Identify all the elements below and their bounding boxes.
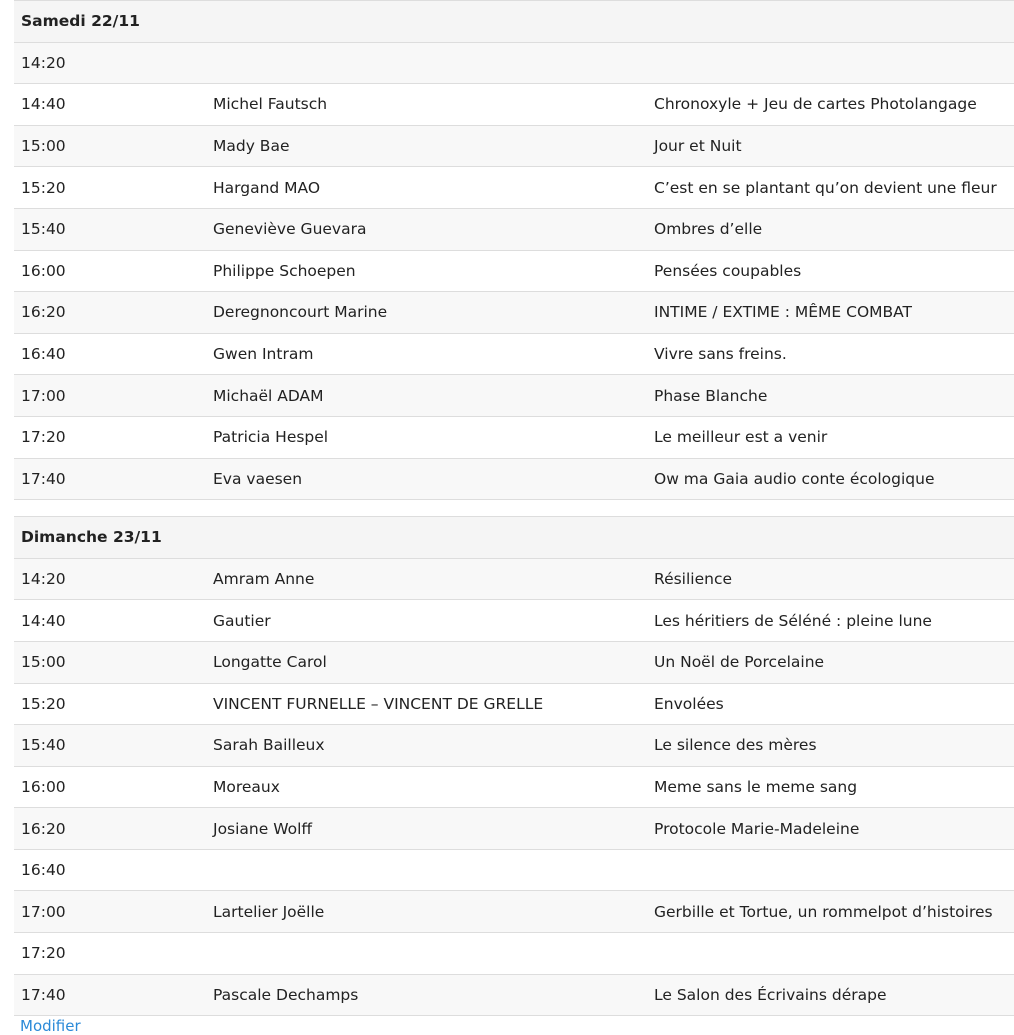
table-row bbox=[14, 334, 1014, 376]
table-row bbox=[14, 600, 1014, 642]
table-row bbox=[14, 251, 1014, 293]
author-cell: Mady Bae bbox=[213, 137, 290, 156]
time-cell: 15:20 bbox=[21, 694, 66, 713]
table-row bbox=[14, 684, 1014, 726]
day-table-sunday bbox=[14, 516, 1014, 1016]
time-cell: 15:20 bbox=[21, 178, 66, 197]
author-cell: Pascale Dechamps bbox=[213, 985, 359, 1004]
author-cell: Gautier bbox=[213, 611, 271, 630]
time-cell: 16:00 bbox=[21, 777, 66, 796]
author-cell: Michel Fautsch bbox=[213, 95, 328, 114]
title-cell: INTIME / EXTIME : MÊME COMBAT bbox=[654, 303, 913, 322]
title-cell: Jour et Nuit bbox=[654, 137, 742, 156]
time-cell: 15:40 bbox=[21, 736, 66, 755]
time-cell: 14:40 bbox=[21, 611, 66, 630]
table-row bbox=[14, 417, 1014, 459]
author-cell: Gwen Intram bbox=[213, 345, 314, 364]
table-row bbox=[14, 292, 1014, 334]
table-row bbox=[14, 209, 1014, 251]
table-row bbox=[14, 767, 1014, 809]
title-cell: Résilience bbox=[654, 570, 733, 589]
title-cell: Chronoxyle + Jeu de cartes Photolangage bbox=[654, 95, 977, 114]
time-cell: 15:00 bbox=[21, 137, 66, 156]
title-cell: Le Salon des Écrivains dérape bbox=[654, 985, 887, 1004]
author-cell: Deregnoncourt Marine bbox=[213, 303, 388, 322]
edit-link[interactable]: Modifier bbox=[20, 1017, 81, 1035]
table-row bbox=[14, 933, 1014, 975]
author-cell: Hargand MAO bbox=[213, 178, 321, 197]
title-cell: Meme sans le meme sang bbox=[654, 777, 858, 796]
time-cell: 16:20 bbox=[21, 819, 66, 838]
author-cell: Geneviève Guevara bbox=[213, 220, 367, 239]
time-cell: 17:20 bbox=[21, 944, 66, 963]
author-cell: Michaël ADAM bbox=[213, 386, 324, 405]
time-cell: 15:40 bbox=[21, 220, 66, 239]
time-cell: 14:20 bbox=[21, 570, 66, 589]
table-row bbox=[14, 808, 1014, 850]
author-cell: Sarah Bailleux bbox=[213, 736, 325, 755]
table-row bbox=[14, 725, 1014, 767]
table-row bbox=[14, 126, 1014, 168]
time-cell: 14:40 bbox=[21, 95, 66, 114]
table-row bbox=[14, 375, 1014, 417]
title-cell: Le silence des mères bbox=[654, 736, 817, 755]
author-cell: Amram Anne bbox=[213, 570, 315, 589]
day-header bbox=[14, 517, 1014, 559]
table-row bbox=[14, 84, 1014, 126]
day-header bbox=[14, 1, 1014, 43]
author-cell: Philippe Schoepen bbox=[213, 261, 356, 280]
author-cell: Eva vaesen bbox=[213, 469, 303, 488]
table-row bbox=[14, 167, 1014, 209]
title-cell: Protocole Marie-Madeleine bbox=[654, 819, 860, 838]
table-row bbox=[14, 559, 1014, 601]
table-row bbox=[14, 891, 1014, 933]
author-cell: VINCENT FURNELLE – VINCENT DE GRELLE bbox=[213, 694, 544, 713]
title-cell: Le meilleur est a venir bbox=[654, 428, 828, 447]
time-cell: 17:00 bbox=[21, 386, 66, 405]
author-cell: Longatte Carol bbox=[213, 653, 327, 672]
title-cell: Vivre sans freins. bbox=[654, 345, 787, 364]
title-cell: Gerbille et Tortue, un rommelpot d’histoires bbox=[654, 902, 993, 921]
title-cell: Les héritiers de Séléné : pleine lune bbox=[654, 611, 932, 630]
title-cell: Envolées bbox=[654, 694, 724, 713]
time-cell: 17:20 bbox=[21, 428, 66, 447]
day-separator bbox=[14, 500, 1014, 516]
schedule bbox=[14, 0, 1014, 1016]
table-row bbox=[14, 459, 1014, 501]
time-cell: 16:20 bbox=[21, 303, 66, 322]
time-cell: 17:40 bbox=[21, 469, 66, 488]
title-cell: Ombres d’elle bbox=[654, 220, 763, 239]
day-label: Samedi 22/11 bbox=[21, 12, 140, 31]
author-cell: Lartelier Joëlle bbox=[213, 902, 325, 921]
time-cell: 17:40 bbox=[21, 985, 66, 1004]
author-cell: Josiane Wolff bbox=[213, 819, 313, 838]
time-cell: 17:00 bbox=[21, 902, 66, 921]
table-row bbox=[14, 43, 1014, 85]
title-cell: Un Noël de Porcelaine bbox=[654, 653, 825, 672]
time-cell: 15:00 bbox=[21, 653, 66, 672]
time-cell: 16:00 bbox=[21, 261, 66, 280]
table-row bbox=[14, 850, 1014, 892]
table-row bbox=[14, 642, 1014, 684]
title-cell: Pensées coupables bbox=[654, 261, 802, 280]
author-cell: Patricia Hespel bbox=[213, 428, 329, 447]
time-cell: 16:40 bbox=[21, 345, 66, 364]
author-cell: Moreaux bbox=[213, 777, 280, 796]
time-cell: 14:20 bbox=[21, 53, 66, 72]
day-label: Dimanche 23/11 bbox=[21, 528, 162, 547]
title-cell: Ow ma Gaia audio conte écologique bbox=[654, 469, 935, 488]
title-cell: Phase Blanche bbox=[654, 386, 768, 405]
time-cell: 16:40 bbox=[21, 861, 66, 880]
table-row bbox=[14, 975, 1014, 1017]
day-table-saturday bbox=[14, 0, 1014, 500]
title-cell: C’est en se plantant qu’on devient une fleur bbox=[654, 178, 997, 197]
